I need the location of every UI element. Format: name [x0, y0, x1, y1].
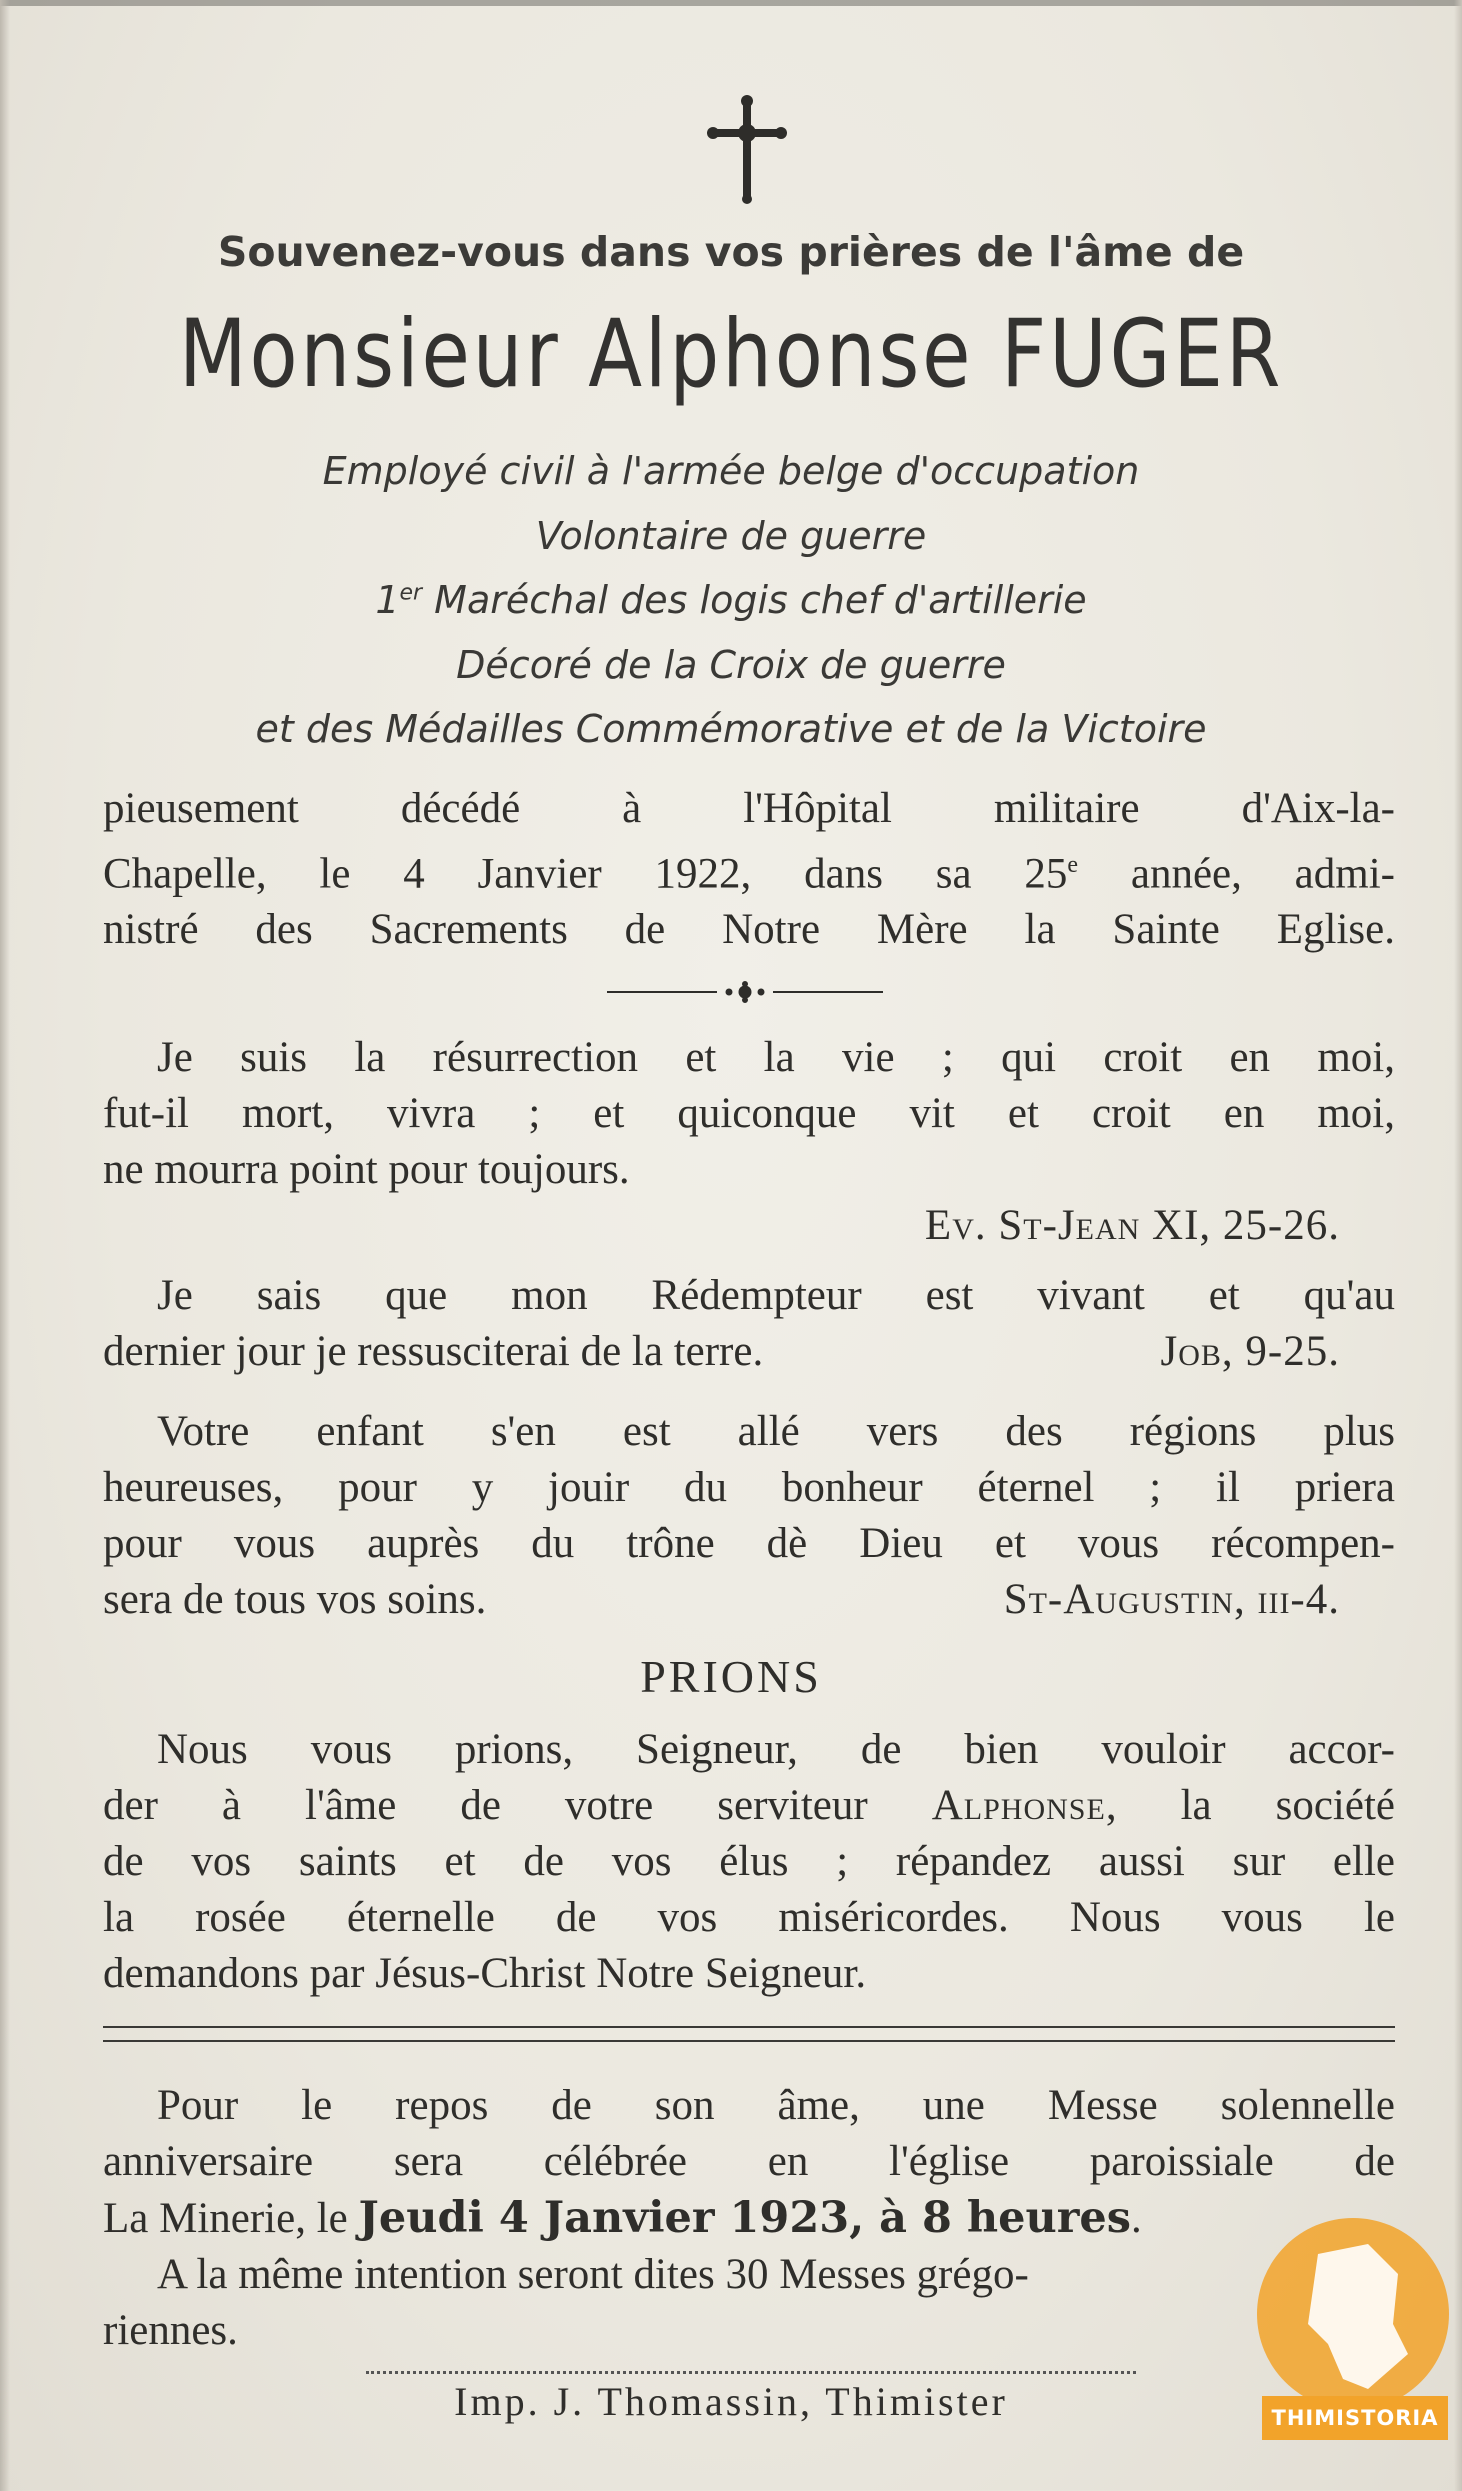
map-pin-icon	[1248, 2214, 1458, 2424]
title-marechal	[0, 578, 1462, 622]
quote1-reference: Ev. St-Jean XI, 25-26.	[924, 1202, 1340, 1249]
mass-line-5: riennes.	[103, 2307, 238, 2354]
deceased-name: Monsieur Alphonse FUGER	[178, 300, 1284, 409]
title-decore: Décoré de la Croix de guerre	[456, 643, 1006, 687]
title-medailles: et des Médailles Commémorative et de la Victoire	[255, 707, 1207, 751]
mass-line-1: Pour le repos de son âme, une Messe solennelle	[157, 2082, 1395, 2129]
mass-line-4: A la même intention seront dites 30 Messes grégo-	[157, 2251, 1029, 2298]
imprint-dotted-rule	[366, 2371, 1136, 2374]
death-line-2-sup: e	[1067, 852, 1079, 878]
quote2-reference: Job, 9-25.	[1160, 1328, 1340, 1375]
title-volontaire: Volontaire de guerre	[535, 514, 927, 558]
death-line-2	[103, 837, 1395, 902]
mass-line-2: anniversaire sera célébrée en l'église paroissiale de	[103, 2138, 1395, 2185]
quote1-line-2: fut-il mort, vivra ; et quiconque vit et croit en moi,	[103, 1090, 1395, 1137]
quote3-line-3: pour vous auprès du trône dè Dieu et vous récompen-	[103, 1520, 1395, 1567]
cross-icon	[707, 95, 787, 205]
quote3-line-4-text: sera de tous vos soins.	[103, 1576, 487, 1623]
mass-line-3	[103, 2190, 1395, 2247]
mass-paragraph	[103, 2078, 1395, 2359]
prayer-line-2a: der à l'âme de votre serviteur	[103, 1782, 932, 1829]
quote2-line-1: Je sais que mon Rédempteur est vivant et qu'au	[157, 1272, 1395, 1319]
quote2-line-2	[103, 1324, 1395, 1380]
watermark-label: THIMISTORIA	[1262, 2396, 1448, 2440]
prayer-line-5: demandons par Jésus-Christ Notre Seigneur.	[103, 1950, 867, 1997]
double-rule-bottom	[103, 2040, 1395, 2042]
prayer-line-4: la rosée éternelle de vos miséricordes. Nous vous le	[103, 1894, 1395, 1941]
quote3-line-1: Votre enfant s'en est allé vers des régions plus	[157, 1408, 1395, 1455]
prayer-line-1: Nous vous prions, Seigneur, de bien vouloir accor-	[157, 1726, 1395, 1773]
title-employe: Employé civil à l'armée belge d'occupation	[322, 449, 1140, 493]
prayer-paragraph	[103, 1722, 1395, 2002]
prayer-line-2b: , la société	[1105, 1782, 1395, 1829]
double-rule-top	[103, 2026, 1395, 2028]
death-line-2b: année, admi-	[1078, 850, 1395, 898]
quote3-reference: St-Augustin, iii-4.	[1003, 1576, 1340, 1623]
ornament-divider	[605, 980, 885, 1004]
quote3-line-4	[103, 1572, 1395, 1628]
quote-saint-jean	[103, 1030, 1395, 1254]
death-line-2a: Chapelle, le 4 Janvier 1922, dans sa 25	[103, 850, 1068, 898]
quote2-line-2-text: dernier jour je ressusciterai de la terre.	[103, 1328, 764, 1375]
prayer-heading: PRIONS	[640, 1651, 822, 1702]
mass-date: Jeudi 4 Janvier 1923, à 8 heures	[358, 2193, 1131, 2243]
card-top-edge	[0, 0, 1462, 6]
quote-job	[103, 1268, 1395, 1380]
marechal-rest: Maréchal des logis chef d'artillerie	[422, 578, 1087, 622]
quote-saint-augustin	[103, 1404, 1395, 1628]
card-right-edge	[1454, 0, 1462, 2491]
prayer-line-2	[103, 1778, 1395, 1834]
mass-line-3a: La Minerie, le	[103, 2195, 359, 2242]
quote1-line-3: ne mourra point pour toujours.	[103, 1146, 630, 1193]
intro-line: Souvenez-vous dans vos prières de l'âme de	[217, 228, 1245, 276]
death-line-3: nistré des Sacrements de Notre Mère la Sainte Eglise.	[103, 906, 1395, 954]
death-line-1: pieusement décédé à l'Hôpital militaire d'Aix-la-	[103, 785, 1395, 832]
quote3-line-2: heureuses, pour y jouir du bonheur éternel ; il priera	[103, 1464, 1395, 1511]
card-left-edge	[0, 0, 10, 2491]
marechal-sup: er	[399, 580, 423, 606]
servant-name: Alphonse	[931, 1782, 1106, 1829]
death-paragraph	[103, 781, 1395, 958]
mass-line-3b: .	[1130, 2195, 1142, 2242]
printer-imprint: Imp. J. Thomassin, Thimister	[454, 2379, 1008, 2424]
marechal-prefix: 1	[375, 578, 400, 622]
prayer-line-3: de vos saints et de vos élus ; répandez aussi sur elle	[103, 1838, 1395, 1885]
quote1-line-1: Je suis la résurrection et la vie ; qui croit en moi,	[157, 1034, 1395, 1081]
